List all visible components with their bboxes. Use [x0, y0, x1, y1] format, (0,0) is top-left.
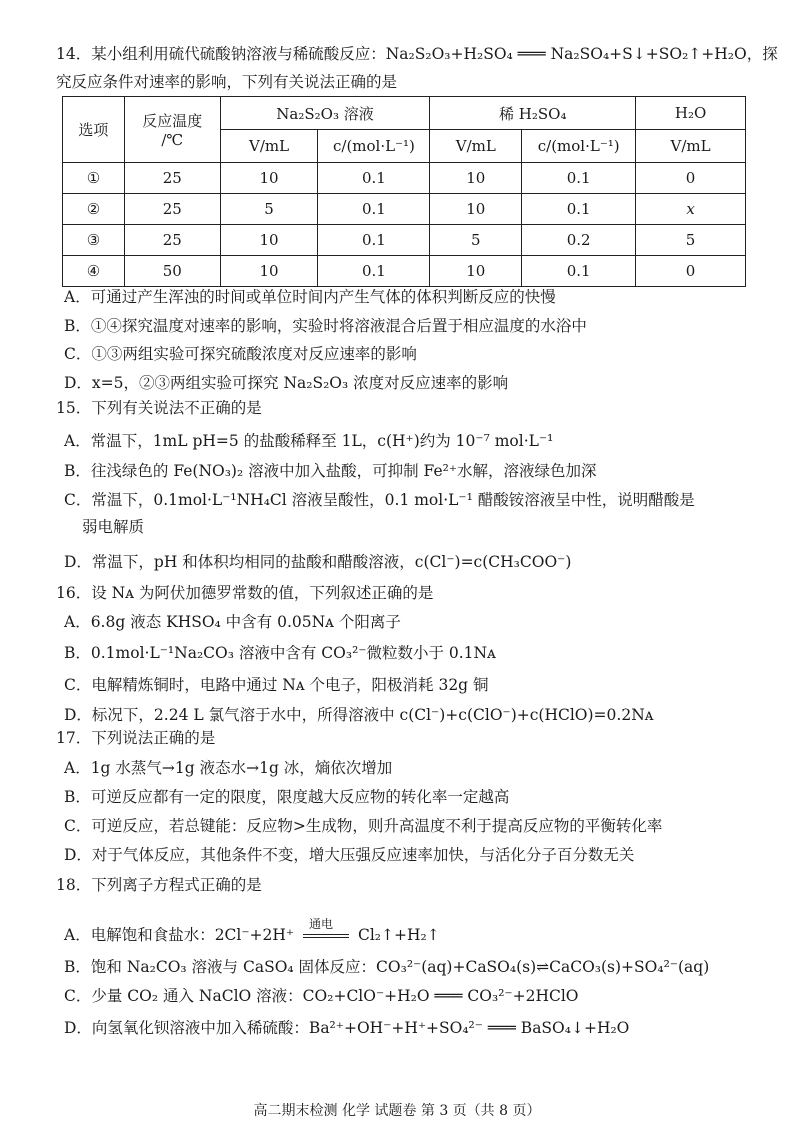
cell: 5 [430, 225, 522, 256]
th-na-c: c/(mol·L⁻¹) [318, 130, 430, 163]
th-acid-v: V/mL [430, 130, 522, 163]
q17-option-c: C．可逆反应，若总键能：反应物>生成物，则升高温度不利于提高反应物的平衡转化率 [64, 817, 663, 835]
cell: 0.1 [318, 225, 430, 256]
th-water: H₂O [636, 97, 746, 130]
cell: 5 [220, 194, 318, 225]
cell: 0 [636, 163, 746, 194]
q18-stem: 18．下列离子方程式正确的是 [56, 876, 262, 894]
th-h2so4: 稀 H₂SO₄ [430, 97, 636, 130]
q17-option-a: A．1g 水蒸气→1g 液态水→1g 冰，熵依次增加 [64, 759, 393, 777]
cell: 10 [220, 256, 318, 287]
q17-option-b: B．可逆反应都有一定的限度，限度越大反应物的转化率一定越高 [64, 788, 510, 806]
q16-option-b: B．0.1mol·L⁻¹Na₂CO₃ 溶液中含有 CO₃²⁻微粒数小于 0.1Nᴀ [64, 644, 496, 662]
page-footer: 高二期末检测 化学 试题卷 第 3 页（共 8 页） [253, 1103, 541, 1119]
q18-option-a [64, 917, 440, 945]
q18-a-right: Cl₂↑+H₂↑ [357, 926, 440, 944]
q14-option-b: B．①④探究温度对速率的影响，实验时将溶液混合后置于相应温度的水浴中 [64, 317, 587, 335]
cell: 5 [636, 225, 746, 256]
th-acid-c: c/(mol·L⁻¹) [522, 130, 636, 163]
q17-option-d: D．对于气体反应，其他条件不变，增大压强反应速率加快，与活化分子百分数无关 [64, 846, 635, 864]
condition-label: 通电 [309, 917, 334, 931]
cell: 10 [430, 194, 522, 225]
table-row [63, 163, 746, 194]
q15-option-a: A．常温下，1mL pH=5 的盐酸稀释至 1L，c(H⁺)约为 10⁻⁷ mol·L⁻¹ [64, 432, 554, 450]
th-water-v: V/mL [636, 130, 746, 163]
cell: 0.1 [522, 256, 636, 287]
q18-option-d: D．向氢氧化钡溶液中加入稀硫酸：Ba²⁺+OH⁻+H⁺+SO₄²⁻ ═══ BaSO₄↓+H₂O [64, 1019, 630, 1037]
cell: ④ [63, 256, 125, 287]
cell: 25 [124, 225, 220, 256]
q18-option-c: C．少量 CO₂ 通入 NaClO 溶液：CO₂+ClO⁻+H₂O ═══ CO₃²⁻+2HClO [64, 987, 579, 1005]
cell: 0.2 [522, 225, 636, 256]
th-na-v: V/mL [220, 130, 318, 163]
q14-option-c: C．①③两组实验可探究硫酸浓度对反应速率的影响 [64, 345, 417, 363]
cell: ① [63, 163, 125, 194]
q18-option-b: B．饱和 Na₂CO₃ 溶液与 CaSO₄ 固体反应：CO₃²⁻(aq)+CaSO₄(s)⇌CaCO₃(s)+SO₄²⁻(aq) [64, 958, 710, 976]
q15-option-d: D．常温下，pH 和体积均相同的盐酸和醋酸溶液，c(Cl⁻)=c(CH₃COO⁻) [64, 553, 572, 571]
q16-stem: 16．设 Nᴀ 为阿伏加德罗常数的值，下列叙述正确的是 [56, 584, 434, 602]
q15-option-b: B．往浅绿色的 Fe(NO₃)₂ 溶液中加入盐酸，可抑制 Fe²⁺水解，溶液绿色加深 [64, 462, 597, 480]
q16-option-d: D．标况下，2.24 L 氯气溶于水中，所得溶液中 c(Cl⁻)+c(ClO⁻)+c(HClO)=0.2Nᴀ [64, 706, 654, 724]
th-temp-unit: /℃ [161, 131, 184, 149]
q18-a-left: A．电解饱和食盐水：2Cl⁻+2H⁺ [64, 926, 295, 944]
cell: ② [63, 194, 125, 225]
cell: 10 [220, 163, 318, 194]
q14-stem-line2: 究反应条件对速率的影响，下列有关说法正确的是 [56, 73, 398, 91]
cell: 0.1 [318, 163, 430, 194]
cell: 0 [636, 256, 746, 287]
cell: 0.1 [522, 163, 636, 194]
cell: 10 [430, 163, 522, 194]
table-row [63, 225, 746, 256]
cell: 0.1 [318, 194, 430, 225]
q14-data-table [62, 96, 746, 287]
th-temp [124, 97, 220, 163]
cell: 0.1 [522, 194, 636, 225]
cell: x [636, 194, 746, 225]
q15-stem: 15．下列有关说法不正确的是 [56, 399, 262, 417]
table-row [63, 194, 746, 225]
q15-option-c-line2: 弱电解质 [82, 518, 145, 536]
q16-option-c: C．电解精炼铜时，电路中通过 Nᴀ 个电子，阳极消耗 32g 铜 [64, 676, 489, 694]
q17-stem: 17．下列说法正确的是 [56, 729, 216, 747]
q14-option-d: D．x=5，②③两组实验可探究 Na₂S₂O₃ 浓度对反应速率的影响 [64, 374, 509, 392]
cell: 25 [124, 194, 220, 225]
q15-option-c-line1: C．常温下，0.1mol·L⁻¹NH₄Cl 溶液呈酸性，0.1 mol·L⁻¹ 醋酸铵溶液呈中性，说明醋酸是 [64, 491, 695, 509]
q16-option-a: A．6.8g 液态 KHSO₄ 中含有 0.05Nᴀ 个阳离子 [64, 613, 401, 631]
table-row [63, 256, 746, 287]
q14-option-a: A．可通过产生浑浊的时间或单位时间内产生气体的体积判断反应的快慢 [64, 288, 556, 306]
q14-stem-line1: 14．某小组利用硫代硫酸钠溶液与稀硫酸反应：Na₂S₂O₃+H₂SO₄ ═══ Na₂SO₄+S↓+SO₂↑+H₂O，探 [56, 45, 778, 63]
cell: 10 [220, 225, 318, 256]
cell: 25 [124, 163, 220, 194]
cell: 0.1 [318, 256, 430, 287]
th-option: 选项 [63, 97, 125, 163]
th-temp-label: 反应温度 [142, 112, 203, 130]
th-na2s2o3: Na₂S₂O₃ 溶液 [220, 97, 430, 130]
electrolysis-arrow [303, 917, 349, 945]
cell: ③ [63, 225, 125, 256]
cell: 50 [124, 256, 220, 287]
cell: 10 [430, 256, 522, 287]
